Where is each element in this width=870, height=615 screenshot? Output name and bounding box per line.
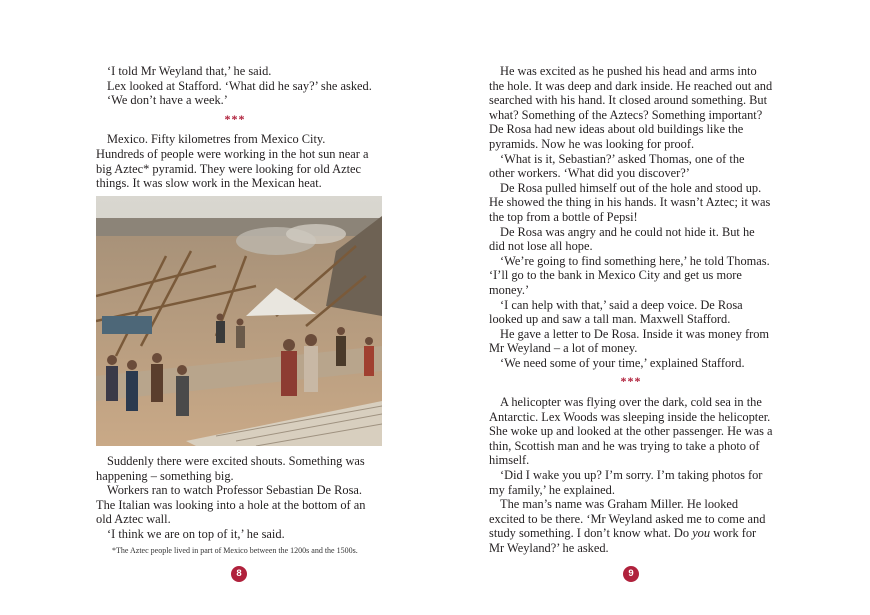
right-page bbox=[435, 0, 870, 615]
paragraph: ‘We need some of your time,’ explained Stafford. bbox=[500, 355, 745, 370]
paragraph: De Rosa pulled himself out of the hole and stood up. He showed the thing in his hands. It wasn’t Aztec; it was the top from a bottle of Pepsi! bbox=[489, 180, 771, 224]
paragraph: ‘We’re going to find something here,’ he told Thomas. ‘I’ll go to the bank in Mexico City and get us more money.’ bbox=[489, 253, 770, 297]
paragraph: He gave a letter to De Rosa. Inside it was money from Mr Weyland – a lot of money. bbox=[489, 326, 770, 356]
page-number: 9 bbox=[623, 566, 639, 582]
paragraph: Mexico. Fifty kilometres from Mexico City. Hundreds of people were working in the hot sun near a big Aztec* pyramid. They were looking for old Aztec things. It was slow work in the Mexican heat. bbox=[96, 132, 369, 191]
paragraph bbox=[489, 497, 773, 555]
paragraph: De Rosa was angry and he could not hide it. But he did not lose all hope. bbox=[489, 224, 755, 254]
left-bottom-text bbox=[96, 454, 374, 542]
paragraph: ‘What is it, Sebastian?’ asked Thomas, one of the other workers. ‘What did you discover?’ bbox=[489, 151, 745, 181]
text-run: work for Mr Weyland?’ he asked. bbox=[489, 526, 757, 555]
paragraph: ‘I think we are on top of it,’ he said. bbox=[107, 526, 285, 541]
paragraph: A helicopter was flying over the dark, cold sea in the Antarctic. Lex Woods was sleeping inside the helicopter. She woke up and looked at the other passenger. He was a thin, Scottish man and he was trying to take a photo of himself. bbox=[489, 395, 773, 468]
excavation-photo bbox=[96, 196, 382, 446]
paragraph: ‘I can help with that,’ said a deep voice. De Rosa looked up and saw a tall man. Maxwell Stafford. bbox=[489, 297, 743, 327]
footnote: *The Aztec people lived in part of Mexico between the 1200s and the 1500s. bbox=[112, 546, 358, 555]
section-separator: *** bbox=[224, 111, 246, 126]
emphasis: you bbox=[692, 526, 711, 541]
left-top-text bbox=[96, 64, 374, 191]
paragraph: ‘Did I wake you up? I’m sorry. I’m taking photos for my family,’ he explained. bbox=[489, 468, 763, 497]
text-run: The man’s name was Graham Miller. He looked excited to be there. ‘Mr Weyland asked me to come and study something. I don’t know what. Do bbox=[489, 497, 766, 541]
excavation-illustration bbox=[96, 196, 382, 446]
paragraph: Lex looked at Stafford. ‘What did he say?’ she asked. bbox=[107, 78, 372, 93]
page-number: 8 bbox=[231, 566, 247, 582]
paragraph: Workers ran to watch Professor Sebastian De Rosa. The Italian was looking into a hole at the bottom of an old Aztec wall. bbox=[96, 483, 366, 527]
paragraph: He was excited as he pushed his head and arms into the hole. It was deep and dark inside. He reached out and searched with his hand. It closed around something. But what? Something of the Aztecs? Something important? De Rosa had new ideas about old buildings like the pyramids. Now he was looking for proof. bbox=[489, 64, 773, 151]
right-text bbox=[489, 64, 773, 556]
section-separator: *** bbox=[620, 374, 642, 389]
paragraph: Suddenly there were excited shouts. Something was happening – something big. bbox=[96, 454, 365, 483]
paragraph: ‘I told Mr Weyland that,’ he said. bbox=[107, 64, 272, 78]
paragraph: ‘We don’t have a week.’ bbox=[107, 93, 228, 108]
